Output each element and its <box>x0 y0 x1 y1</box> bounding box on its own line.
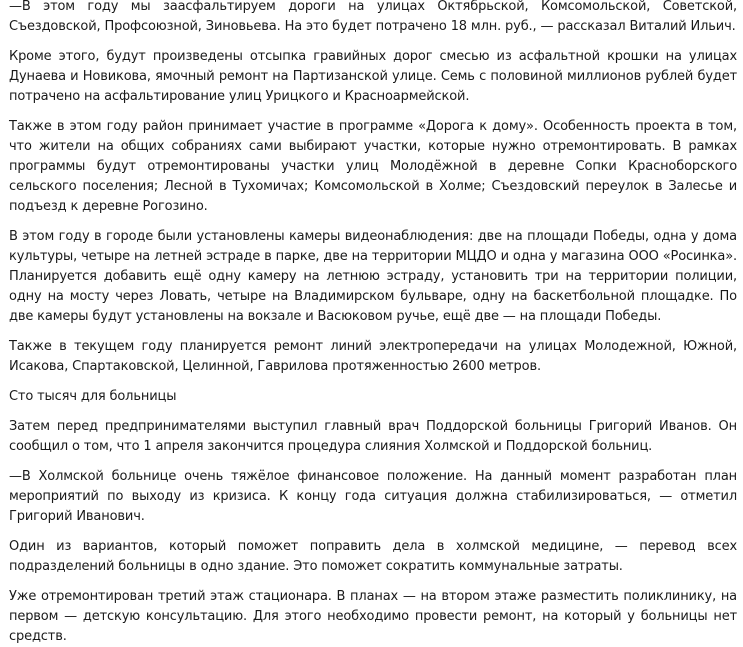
paragraph-surveillance-cameras: В этом году в городе были установлены камеры видеонаблюдения: две на площади Победы, одна у дома культуры, четыре на летней эстраде в парке, две на территории МЦДО и одна у магазина ООО «Росинка». Планируется добавить ещё одну камеру на летнюю эстраду, установить три на территории полиции, одну на мосту через Ловать, четыре на Владимирском бульваре, одну на баскетбольной площадке. По две камеры будут установлены на вокзале и Васюковом ручье, ещё две — на площади Победы. <box>9 229 737 324</box>
paragraph-power-lines: Также в текущем году планируется ремонт линий электропередачи на улицах Молодежной, Южной, Исакова, Спартаковской, Целинной, Гаврилова протяженностью 2600 метров. <box>9 339 737 374</box>
paragraph-road-repairs-quote: —В этом году мы заасфальтируем дороги на улицах Октябрьской, Комсомольской, Советской, Съездовской, Профсоюзной, Зиновьева. На это будет потрачено 18 млн. руб., — рассказал Виталий Ильич. <box>9 0 737 34</box>
paragraph-third-floor: Уже отремонтирован третий этаж стационара. В планах — на втором этаже разместить поликлинику, на первом — детскую консультацию. Для этого необходимо провести ремонт, на который у больницы нет средств. <box>9 589 737 644</box>
paragraph-gravel-roads: Кроме этого, будут произведены отсыпка гравийных дорог смесью из асфальтной крошки на улицах Дунаева и Новикова, ямочный ремонт на Партизанской улице. Семь с половиной миллионов рублей будет потрачено на асфальтирование улиц Урицкого и Красноармейской. <box>9 49 737 104</box>
paragraph-single-building: Один из вариантов, который поможет поправить дела в холмской медицине, — перевод всех подразделений больницы в одно здание. Это поможет сократить коммунальные затраты. <box>9 539 737 574</box>
paragraph-chief-doctor: Затем перед предпринимателями выступил главный врач Поддорской больницы Григорий Иванов. Он сообщил о том, что 1 апреля закончится процедура слияния Холмской и Поддорской больниц. <box>9 419 737 454</box>
paragraph-road-to-home-program: Также в этом году район принимает участие в программе «Дорога к дому». Особенность проекта в том, что жители на общих собраниях сами выбирают участки, которые нужно отремонтировать. В рамках программы будут отремонтированы участки улиц Молодёжной в деревне Сопки Красноборского сельского поселения; Лесной в Тухомичах; Комсомольской в Холме; Съездовский переулок в Залесье и подъезд к деревне Рогозино. <box>9 119 737 214</box>
paragraph-financial-situation: —В Холмской больнице очень тяжёлое финансовое положение. На данный момент разработан план мероприятий по выходу из кризиса. К концу года ситуация должна стабилизироваться, — отметил Григорий Иванович. <box>9 469 737 524</box>
subheading-hospital: Сто тысяч для больницы <box>9 389 177 404</box>
